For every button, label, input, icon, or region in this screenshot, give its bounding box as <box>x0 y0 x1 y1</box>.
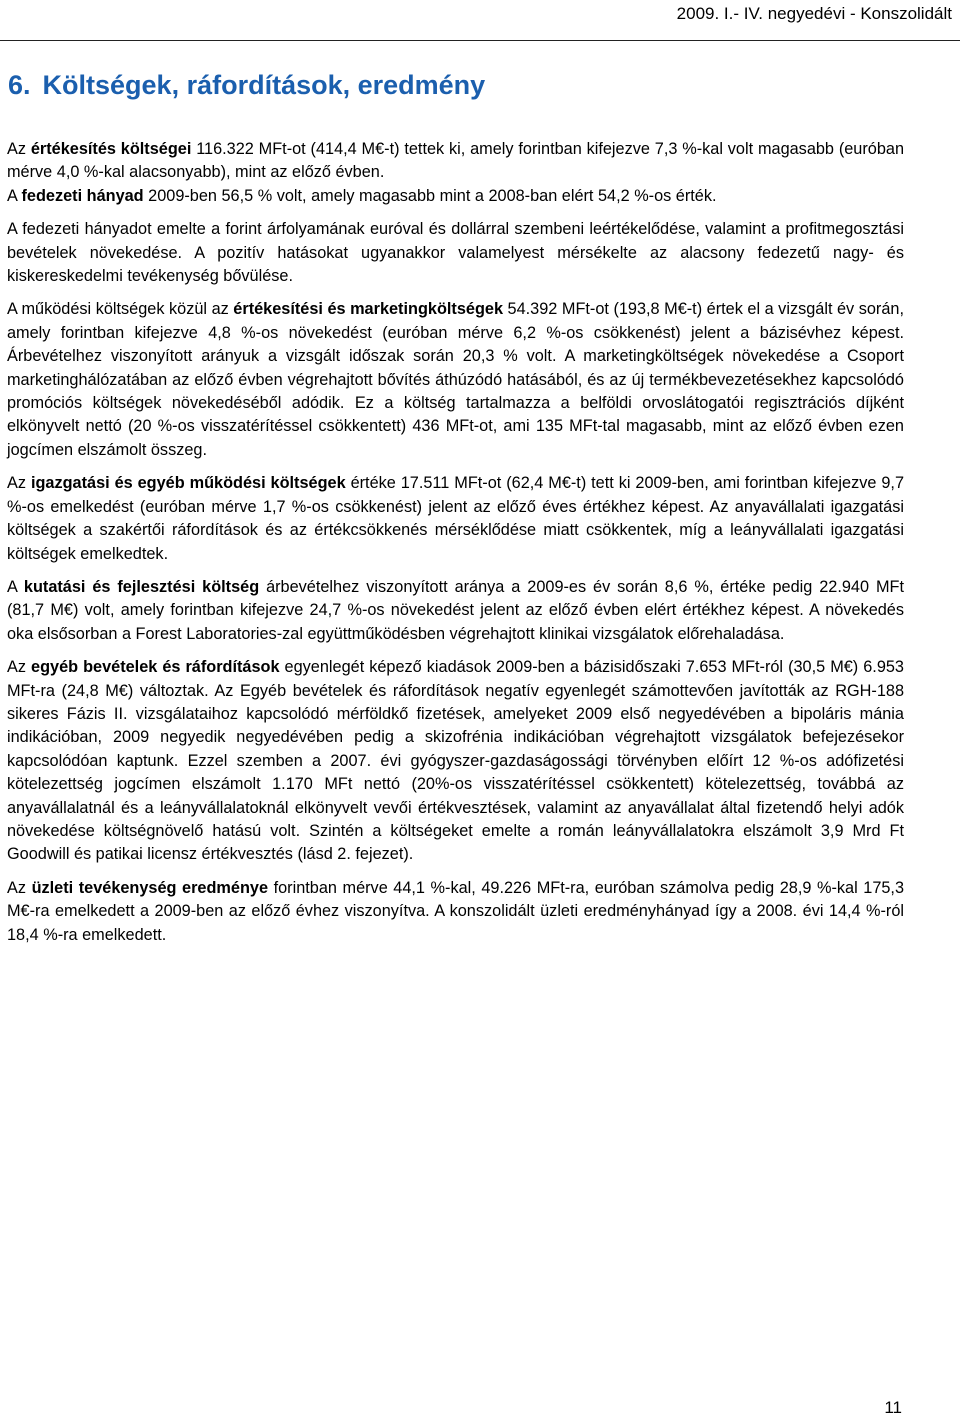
paragraph-rnd-cost <box>7 576 904 646</box>
key-term: igazgatási és egyéb működési költségek <box>30 474 346 493</box>
section-title: Költségek, ráfordítások, eredmény <box>42 70 486 100</box>
text-run: Az <box>7 474 31 493</box>
key-term: értékesítési és marketingköltségek <box>233 300 504 319</box>
key-term: kutatási és fejlesztési költség <box>23 577 260 596</box>
text-run: 116.322 MFt-ot (414,4 M€-t) tettek ki, amely forintban kifejezve 7,3 %-kal volt magasabb (euróban mérve 4,0 %-kal alacsonyabb), mint az előző évben. <box>7 140 904 182</box>
page-number: 11 <box>884 1398 902 1417</box>
paragraph-margin <box>7 185 904 208</box>
body-text <box>7 138 904 957</box>
paragraph-margin-factors <box>7 218 904 288</box>
text-run: 54.392 MFt-ot (193,8 M€-t) értek el a vizsgált év során, amely forintban kifejezve 4,8 %-os növekedést (euróban mérve 6,2 %-os csökkenést) jelent a bázisévhez képest. Árbevételhez viszonyított arányuk a vizsgált időszak során 20,3 % volt. A marketingköltségek növekedése a Csoport marketinghálózatában az előző évben végrehajtott bővítés áthúzódó hatásából, és az új termékbevezetésekhez kapcsolódó promóciós költségek növekedéséből adódik. Ez a költség tartalmazza a belföldi orvoslátogatói regisztrációs díjként elkönyvelt nettó (20 %-os visszatérítéssel csökkentett) 436 MFt-ot, ami 135 MFt-tal magasabb, mint az előző évben ezen jogcímen elszámolt összeg. <box>7 300 904 459</box>
text-run: egyenlegét képező kiadások 2009-ben a bázisidőszaki 7.653 MFt-ról (30,5 M€) 6.953 MFt-ra (24,8 M€) változtak. Az Egyéb bevételek és ráfordítások negatív egyenlegét számottevően javították az RGH-188 sikeres Fázis II. vizsgálataihoz kapcsolódó mérföldkő fizetések, amelyeket 2009 első negyedévében a bipoláris mánia indikációban, 2009 negyedik negyedévében pedig a skizofrénia indikációban végrehajtott vizsgálatok befejezésekor kapcsolódóan kaptunk. Ezzel szemben a 2007. évi gyógyszer-gazdaságossági törvényben előírt 12 %-os adófizetési kötelezettség jogcímen elszámolt 1.170 MFt nettó (20%-os visszatérítéssel csökkentett) kötelezettség, továbbá az anyavállalatnál és a leányvállalatoknál elkönyvelt vevői értékvesztések, valamint az anyavállalat által fizetendő helyi adók növekedése költségnövelő hatású volt. Szintén a költségeket emelte a román leányvállalatokra elszámolt 3,9 Mrd Ft Goodwill és patikai licensz értékvesztés (lásd 2. fejezet). <box>7 658 904 864</box>
paragraph-admin-cost <box>7 472 904 566</box>
text-run: Az <box>7 658 32 677</box>
paragraph-sales-cost <box>7 138 904 185</box>
key-term: értékesítés költségei <box>30 140 192 158</box>
paragraph-marketing-cost <box>7 298 904 462</box>
text-run: A <box>7 186 22 205</box>
text-run: 2009-ben 56,5 % volt, amely magasabb mint a 2008-ban elért 54,2 %-os érték. <box>143 186 717 205</box>
text-run: A fedezeti hányadot emelte a forint árfolyamának euróval és dollárral szembeni leértékelődése, valamint a profitmegosztási bevételek növekedése. A pozitív hatásokat ugyanakkor valamelyest mérsékelte az alacsony fedezetű nagy- és kiskereskedelmi tevékenység bővülése. <box>7 220 904 286</box>
text-run: A <box>7 577 24 596</box>
paragraph-other-income <box>7 656 904 867</box>
key-term: üzleti tevékenység eredménye <box>31 878 269 897</box>
section-number: 6. <box>8 70 31 100</box>
section-heading <box>8 70 485 101</box>
running-header: 2009. I.- IV. negyedévi - Konszolidált <box>676 4 952 23</box>
key-term: egyéb bevételek és ráfordítások <box>31 658 280 677</box>
key-term: fedezeti hányad <box>21 186 144 205</box>
text-run: A működési költségek közül az <box>7 300 234 319</box>
text-run: Az <box>7 878 32 897</box>
paragraph-operating-result <box>7 877 904 947</box>
text-run: értéke 17.511 MFt-ot (62,4 M€-t) tett ki 2009-ben, ami forintban kifejezve 9,7 %-os emelkedést (euróban mérve 1,7 %-os csökkenést) jelent az előző éves értékhez képest. Az anyavállalati igazgatási költségek a szakértői ráfordítások és az értékcsökkenés mérséklődése miatt csökkentek, míg a leányvállalati igazgatási költségek emelkedtek. <box>7 474 905 563</box>
text-run: Az <box>7 140 31 158</box>
text-run: árbevételhez viszonyított aránya a 2009-es év során 8,6 %, értéke pedig 22.940 MFt (81,7 M€) volt, amely forintban kifejezve 24,7 %-os növekedést jelent az előző évben elért értékhez képest. A növekedés oka elsősorban a Forest Laboratories-zal együttműködésben végrehajtott klinikai vizsgálatok előrehaladása. <box>7 577 904 643</box>
text-run: forintban mérve 44,1 %-kal, 49.226 MFt-ra, euróban számolva pedig 28,9 %-kal 175,3 M€-ra emelkedett a 2009-ben az előző évhez viszonyítva. A konszolidált üzleti eredményhányad így a 2008. évi 14,4 %-ról 18,4 %-ra emelkedett. <box>7 878 905 944</box>
